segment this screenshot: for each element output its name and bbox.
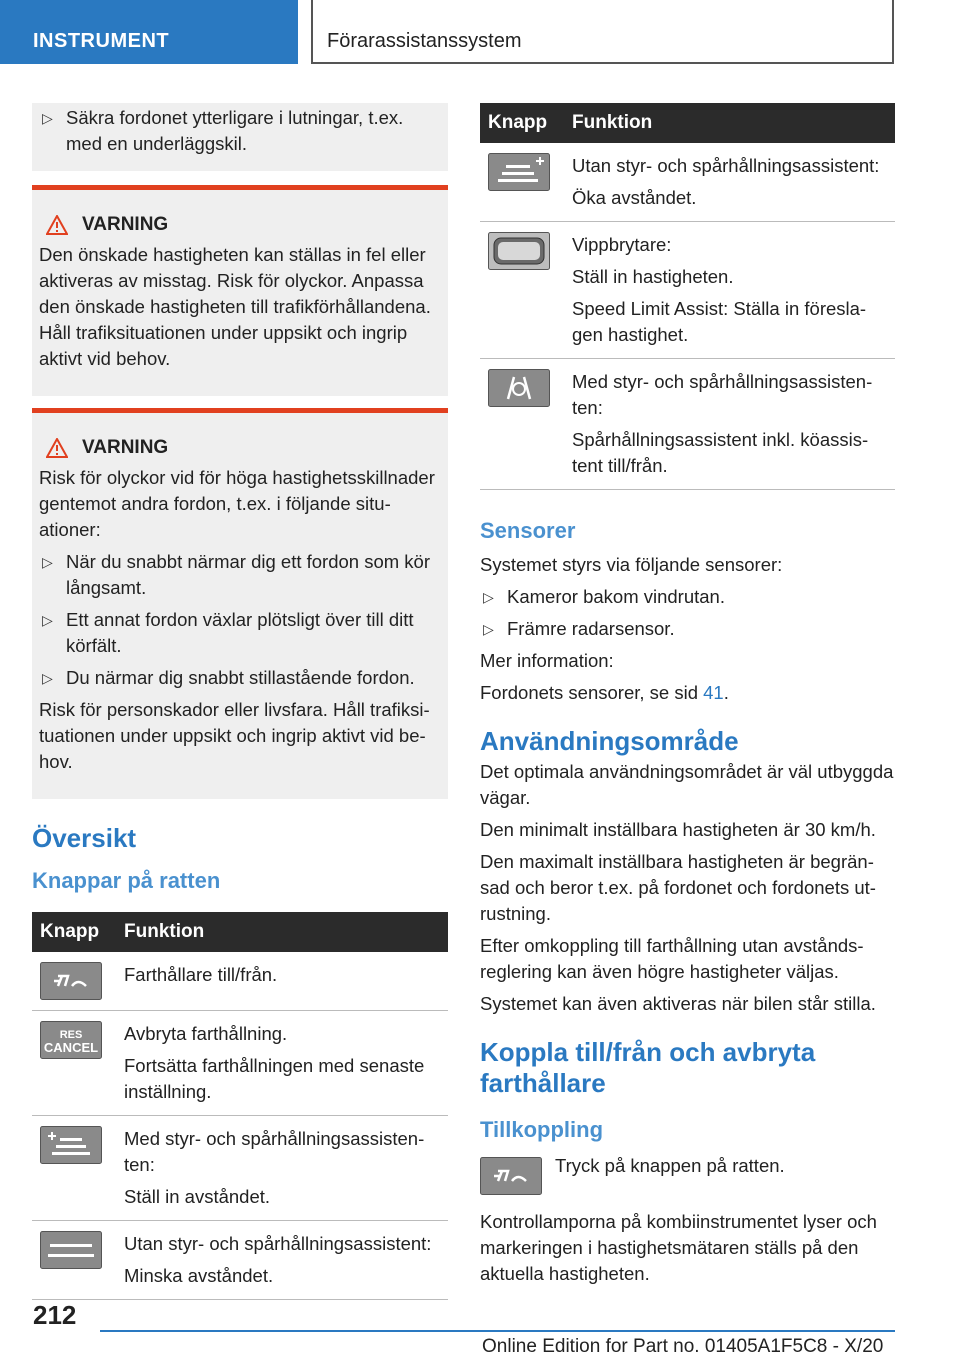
warning-triangle-icon	[46, 438, 68, 458]
warning-box-2	[32, 408, 448, 799]
warning-text: Den önskade hastigheten kan ställas in fel eller aktiveras av misstag. Risk för olyckor. Anpassa den önskade hastigheten till trafikförhållandena. Håll trafiksituationen under uppsikt och ingrip aktivt vid behov.	[39, 244, 431, 369]
triangle-bullet-icon: ▷	[42, 612, 53, 628]
table-row: RES CANCEL Avbryta farthållning. Fortsätta farthållningen med senaste inställning.	[32, 1011, 448, 1116]
cruise-control-icon	[480, 1157, 542, 1195]
steering-assist-icon	[488, 369, 550, 407]
cruise-control-icon	[40, 962, 102, 1000]
list-item: ▷ Ett annat fordon växlar plötsligt över till ditt körfält.	[42, 609, 414, 656]
warning-triangle-icon	[46, 215, 68, 235]
table-row: Utan styr- och spårhållningsassistent: Öka avståndet.	[480, 143, 895, 222]
table-row: Utan styr- och spårhållningsassistent: Minska avståndet.	[32, 1221, 448, 1300]
usage-heading: Användningsområde	[480, 726, 739, 756]
table-row: Vippbrytare: Ställ in hastigheten. Speed Limit Assist: Ställa in föreslagen hastighet.	[480, 222, 895, 359]
section-title: INSTRUMENT	[33, 30, 170, 52]
usage-paragraph: Det optimala användningsområdet är väl utbyggda vägar.	[480, 761, 894, 808]
buttons-heading: Knappar på ratten	[32, 868, 221, 893]
footer-divider	[100, 1330, 895, 1332]
table-row: Med styr- och spårhållningsassistenten: Ställ in avståndet.	[32, 1116, 448, 1221]
list-item: ▷ Kameror bakom vindrutan.	[480, 584, 895, 610]
table-header-function: Funktion	[116, 912, 448, 952]
svg-text:RES: RES	[59, 1029, 83, 1041]
warning-title: VARNING	[82, 214, 169, 235]
distance-increase-icon	[488, 153, 550, 191]
triangle-bullet-icon: ▷	[42, 110, 53, 126]
buttons-table-continued	[480, 103, 895, 490]
chapter-title: Förarassistanssystem	[327, 30, 522, 52]
intro-box	[32, 103, 448, 171]
table-row: Farthållare till/från.	[32, 952, 448, 1011]
chapter-tab	[311, 0, 894, 64]
right-column	[480, 103, 895, 1293]
section-tab	[0, 0, 298, 64]
table-header-button: Knapp	[480, 103, 564, 143]
distance-plus-icon	[40, 1126, 102, 1164]
sensors-intro: Systemet styrs via följande sensorer:	[480, 554, 783, 575]
sensors-reference: Fordonets sensorer, se sid 41.	[480, 682, 729, 703]
usage-paragraph: Efter omkoppling till farthållning utan avståndsreglering kan även högre hastigheter väljas.	[480, 935, 864, 982]
rocker-switch-icon	[488, 232, 550, 270]
activation-after: Kontrollamporna på kombiinstrumentet lyser och markeringen i hastighetsmätaren ställs på den aktuella hastigheten.	[480, 1211, 877, 1284]
warning-box-1	[32, 185, 448, 396]
sensors-heading: Sensorer	[480, 518, 576, 543]
list-item: ▷ När du snabbt närmar dig ett fordon som kör långsamt.	[42, 551, 431, 598]
triangle-bullet-icon: ▷	[483, 621, 494, 637]
table-row: Med styr- och spårhållningsassistenten: Spårhållningsassistent inkl. köassistent till/från.	[480, 359, 895, 490]
warning-intro: Risk för olyckor vid för höga hastighetsskillnader gentemot andra fordon, t.ex. i följande situationer:	[39, 467, 435, 540]
list-item: ▷ Främre radarsensor.	[480, 616, 895, 642]
page-number: 212	[33, 1300, 77, 1330]
res-cancel-icon	[40, 1021, 102, 1059]
switch-heading: Koppla till/från och avbryta farthållare	[480, 1037, 816, 1098]
table-header-button: Knapp	[32, 912, 116, 952]
overview-heading: Översikt	[32, 823, 137, 853]
distance-minus-icon	[40, 1231, 102, 1269]
left-column	[32, 103, 448, 1300]
warning-outro: Risk för personskador eller livsfara. Håll trafiksituationen under uppsikt och ingrip aktivt vid behov.	[39, 699, 430, 772]
usage-paragraph: Den maximalt inställbara hastigheten är begränsad och beror t.ex. på fordonet och fordonets utrustning.	[480, 851, 876, 924]
list-item: ▷ Du närmar dig snabbt stillastående fordon.	[39, 665, 441, 691]
list-item: ▷ Säkra fordonet ytterligare i lutningar, t.ex. med en underläggskil.	[42, 107, 404, 154]
svg-text:CANCEL: CANCEL	[43, 1040, 99, 1055]
warning-title: VARNING	[82, 437, 169, 458]
activation-text: Tryck på knappen på ratten.	[555, 1155, 785, 1176]
activation-heading: Tillkoppling	[480, 1117, 604, 1142]
buttons-table	[32, 912, 448, 1300]
usage-paragraph: Systemet kan även aktiveras när bilen står stilla.	[480, 993, 876, 1014]
activation-row	[480, 1153, 895, 1195]
usage-paragraph: Den minimalt inställbara hastigheten är 30 km/h.	[480, 819, 876, 840]
triangle-bullet-icon: ▷	[42, 554, 53, 570]
triangle-bullet-icon: ▷	[42, 670, 53, 686]
page-reference-link[interactable]: 41	[703, 682, 724, 703]
footer-edition: Online Edition for Part no. 01405A1F5C8 - X/20	[482, 1336, 884, 1357]
triangle-bullet-icon: ▷	[483, 589, 494, 605]
table-header-function: Funktion	[564, 103, 895, 143]
more-info: Mer information:	[480, 650, 614, 671]
